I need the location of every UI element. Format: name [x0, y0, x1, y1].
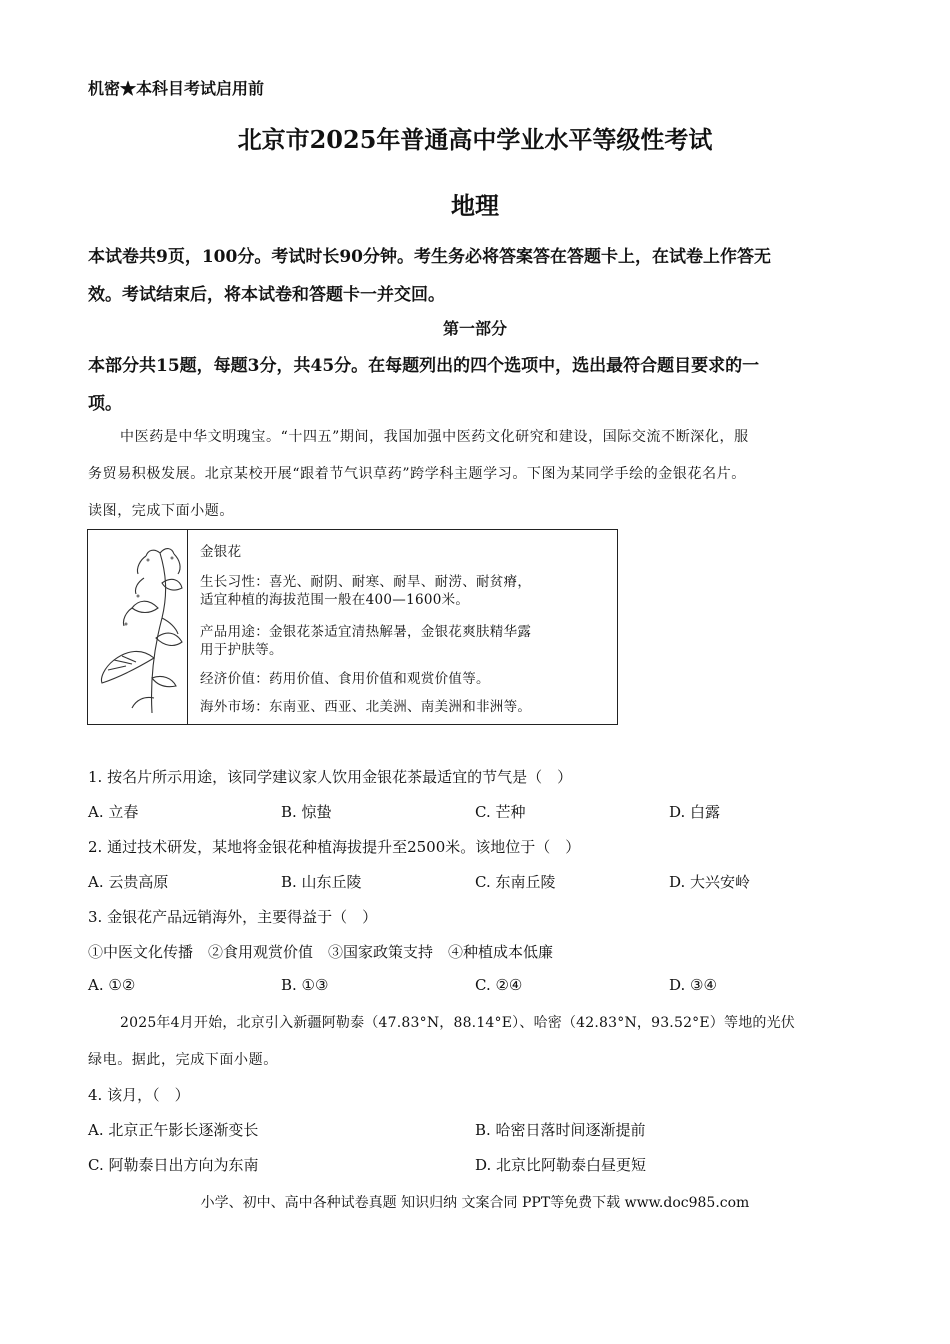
question-4-option-c[interactable]: C. 阿勒泰日出方向为东南 — [88, 1156, 259, 1174]
card-usage-line-2: 用于护肤等。 — [200, 642, 283, 658]
question-3-statements: ①中医文化传播 ②食用观赏价值 ③国家政策支持 ④种植成本低廉 — [88, 943, 554, 961]
confidential-label: 机密★本科目考试启用前 — [88, 79, 265, 98]
subject-title: 地理 — [451, 191, 499, 220]
question-1-option-b[interactable]: B. 惊蛰 — [281, 803, 332, 821]
question-2-option-c[interactable]: C. 东南丘陵 — [475, 873, 556, 891]
passage1-line-2: 务贸易积极发展。北京某校开展“跟着节气识草药”跨学科主题学习。下图为某同学手绘的金银花名片。 — [88, 466, 746, 482]
card-habit-line-1: 生长习性：喜光、耐阴、耐寒、耐旱、耐涝、耐贫瘠， — [200, 574, 532, 590]
question-3-stem: 3. 金银花产品远销海外，主要得益于（ ） — [88, 908, 378, 926]
card-divider — [187, 530, 188, 724]
question-1-option-c[interactable]: C. 芒种 — [475, 803, 526, 821]
card-overseas-market: 海外市场：东南亚、西亚、北美洲、南美洲和非洲等。 — [200, 699, 532, 715]
question-2-option-a[interactable]: A. 云贵高原 — [88, 873, 169, 891]
question-1-option-a[interactable]: A. 立春 — [88, 803, 139, 821]
question-3-option-c[interactable]: C. ②④ — [475, 976, 523, 994]
card-economic-value: 经济价值：药用价值、食用价值和观赏价值等。 — [200, 671, 490, 687]
question-4-option-d[interactable]: D. 北京比阿勒泰白昼更短 — [475, 1156, 647, 1174]
passage2-line-2: 绿电。据此，完成下面小题。 — [88, 1052, 278, 1068]
question-3-option-d[interactable]: D. ③④ — [669, 976, 717, 994]
question-2-option-d[interactable]: D. 大兴安岭 — [669, 873, 751, 891]
question-2-stem: 2. 通过技术研发，某地将金银花种植海拔提升至2500米。该地位于（ ） — [88, 838, 581, 856]
honeysuckle-card — [87, 529, 618, 725]
question-4-option-a[interactable]: A. 北京正午影长逐渐变长 — [88, 1121, 259, 1139]
exam-title: 北京市2025年普通高中学业水平等级性考试 — [237, 125, 713, 154]
question-2-option-b[interactable]: B. 山东丘陵 — [281, 873, 362, 891]
part-heading: 第一部分 — [442, 319, 507, 338]
passage1-line-3: 读图，完成下面小题。 — [88, 503, 234, 519]
card-usage-line-1: 产品用途：金银花茶适宜清热解暑，金银花爽肤精华露 — [200, 624, 532, 640]
part-intro-line-2: 项。 — [88, 394, 122, 414]
question-3-option-a[interactable]: A. ①② — [88, 976, 136, 994]
honeysuckle-drawing-icon — [92, 538, 186, 718]
question-4-stem: 4. 该月，（ ） — [88, 1086, 190, 1104]
question-3-option-b[interactable]: B. ①③ — [281, 976, 329, 994]
part-intro-line-1: 本部分共15题，每题3分，共45分。在每题列出的四个选项中，选出最符合题目要求的一 — [88, 356, 760, 376]
question-1-stem: 1. 按名片所示用途，该同学建议家人饮用金银花茶最适宜的节气是（ ） — [88, 768, 573, 786]
passage2-line-1: 2025年4月开始，北京引入新疆阿勒泰（47.83°N，88.14°E）、哈密（42.83°N，93.52°E）等地的光伏 — [120, 1015, 795, 1031]
footer-text: 小学、初中、高中各种试卷真题 知识归纳 文案合同 PPT等免费下载 www.doc985.com — [200, 1195, 750, 1211]
question-4-option-b[interactable]: B. 哈密日落时间逐渐提前 — [475, 1121, 646, 1139]
instructions-line-1: 本试卷共9页，100分。考试时长90分钟。考生务必将答案答在答题卡上，在试卷上作答无 — [88, 247, 771, 267]
card-habit-line-2: 适宜种植的海拔范围一般在400—1600米。 — [200, 592, 470, 608]
question-1-option-d[interactable]: D. 白露 — [669, 803, 721, 821]
instructions-line-2: 效。考试结束后，将本试卷和答题卡一并交回。 — [88, 285, 445, 305]
card-plant-name: 金银花 — [200, 544, 242, 560]
passage1-line-1: 中医药是中华文明瑰宝。“十四五”期间，我国加强中医药文化研究和建设，国际交流不断深化，服 — [120, 429, 749, 445]
